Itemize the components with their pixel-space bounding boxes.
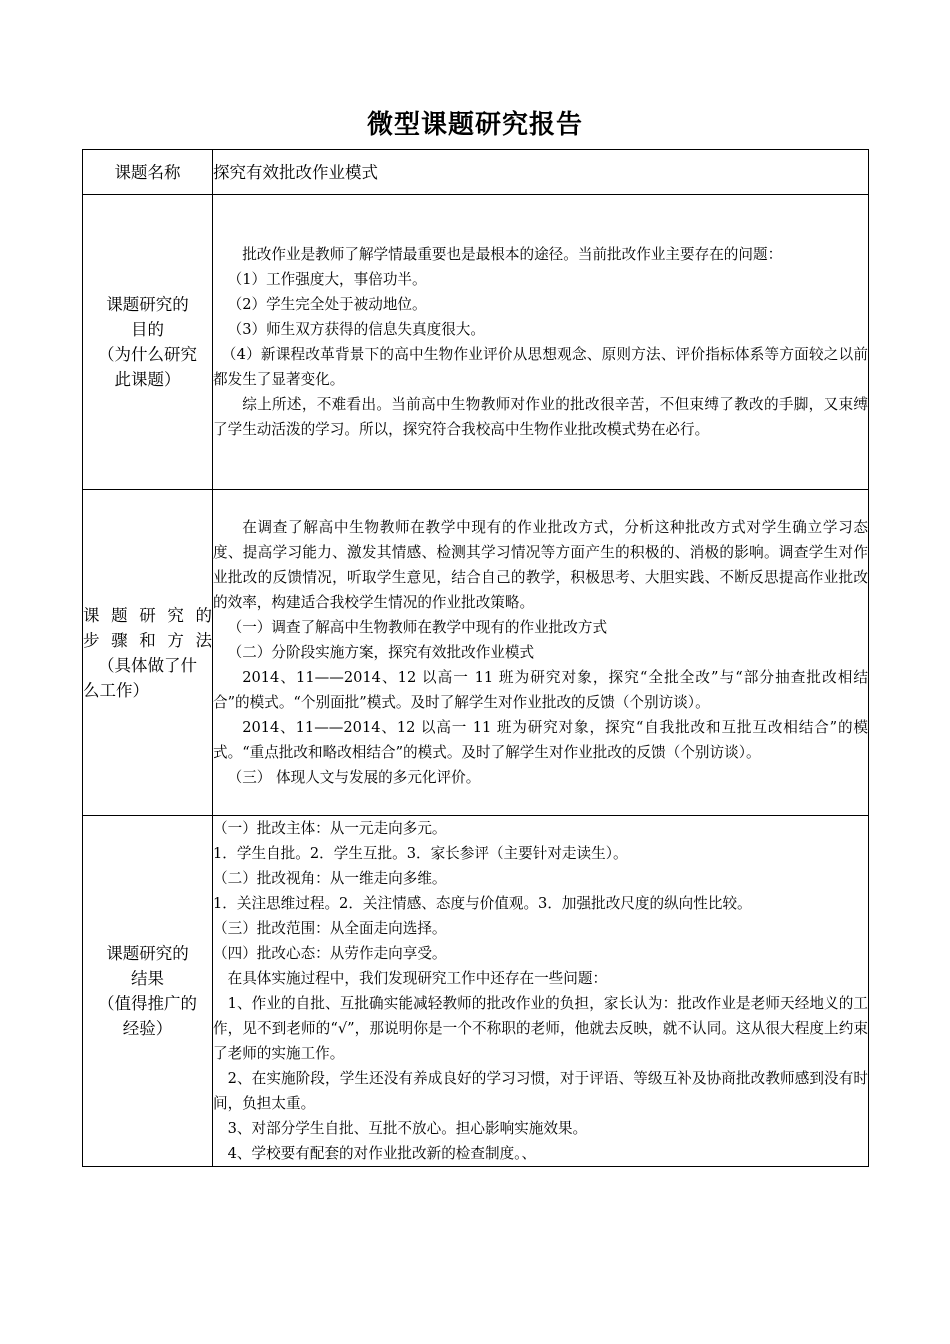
content-purpose	[213, 195, 869, 490]
row-topic-name	[83, 150, 869, 195]
paragraph: 在具体实施过程中，我们发现研究工作中还存在一些问题：	[227, 970, 608, 987]
paragraph: 2、在实施阶段，学生还没有养成良好的学习习惯，对于评语、等级互补及协商批改教师感到没有时间，负担太重。	[213, 1070, 868, 1112]
paragraph: （4）新课程改革背景下的高中生物作业评价从思想观念、原则方法、评价指标体系等方面较之以前都发生了显著变化。	[213, 346, 868, 388]
label-method: 课题研究的 步骤和方法 （具体做了什 么工作）	[83, 490, 213, 816]
paragraph: （3）师生双方获得的信息失真度很大。	[227, 321, 485, 338]
paragraph: 1．学生自批。2．学生互批。3．家长参评（主要针对走读生）。	[213, 845, 628, 862]
paragraph: （1）工作强度大，事倍功半。	[227, 271, 427, 288]
paragraph: 4、学校要有配套的对作业批改新的检查制度。、	[227, 1145, 537, 1162]
paragraph: 综上所述，不难看出。当前高中生物教师对作业的批改很辛苦，不但束缚了教改的手脚，又束缚了学生动活泼的学习。所以，探究符合我校高中生物作业批改模式势在必行。	[213, 396, 868, 438]
value-topic-name: 探究有效批改作业模式	[213, 150, 869, 195]
label-result: 课题研究的 结果 （值得推广的 经验）	[83, 816, 213, 1167]
label-purpose: 课题研究的 目的 （为什么研究 此课题）	[83, 195, 213, 490]
paragraph: 3、对部分学生自批、互批不放心。担心影响实施效果。	[227, 1120, 588, 1137]
report-table	[82, 149, 869, 1167]
paragraph: （二）分阶段实施方案，探究有效批改作业模式	[227, 644, 535, 661]
content-result	[213, 816, 869, 1167]
paragraph: （四）批改心态：从劳作走向享受。	[213, 945, 447, 962]
paragraph: （一）调查了解高中生物教师在教学中现有的作业批改方式	[227, 619, 608, 636]
paragraph: （2）学生完全处于被动地位。	[227, 296, 427, 313]
paragraph: （三） 体现人文与发展的多元化评价。	[227, 769, 481, 786]
paragraph: 2014、11——2014、12 以高一 11 班为研究对象，探究“自我批改和互批互改相结合”的模式。“重点批改和略改相结合”的模式。及时了解学生对作业批改的反馈（个别访谈）。	[213, 719, 868, 761]
row-method	[83, 490, 869, 816]
row-result	[83, 816, 869, 1167]
paragraph: 1、作业的自批、互批确实能减轻教师的批改作业的负担，家长认为：批改作业是老师天经地义的工作，见不到老师的“√”，那说明你是一个不称职的老师，他就去反映，就不认同。这从很大程度上约束了老师的实施工作。	[213, 995, 868, 1062]
row-purpose	[83, 195, 869, 490]
paragraph: （三）批改范围：从全面走向选择。	[213, 920, 447, 937]
paragraph: （一）批改主体：从一元走向多元。	[213, 820, 447, 837]
paragraph: 2014、11——2014、12 以高一 11 班为研究对象，探究“全批全改”与“部分抽查批改相结合”的模式。“个别面批”模式。及时了解学生对作业批改的反馈（个别访谈）。	[213, 669, 868, 711]
paragraph: 批改作业是教师了解学情最重要也是最根本的途径。当前批改作业主要存在的问题：	[242, 246, 783, 263]
content-method	[213, 490, 869, 816]
document-title: 微型课题研究报告	[366, 110, 583, 140]
label-topic-name: 课题名称	[83, 150, 213, 195]
paragraph: （二）批改视角：从一维走向多维。	[213, 870, 447, 887]
paragraph: 1．关注思维过程。2．关注情感、态度与价值观。3．加强批改尺度的纵向性比较。	[213, 895, 752, 912]
paragraph: 在调查了解高中生物教师在教学中现有的作业批改方式，分析这种批改方式对学生确立学习态度、提高学习能力、激发其情感、检测其学习情况等方面产生的积极的、消极的影响。调查学生对作业批改的反馈情况，听取学生意见，结合自己的教学，积极思考、大胆实践、不断反思提高作业批改的效率，构建适合我校学生情况的作业批改策略。	[213, 519, 868, 611]
